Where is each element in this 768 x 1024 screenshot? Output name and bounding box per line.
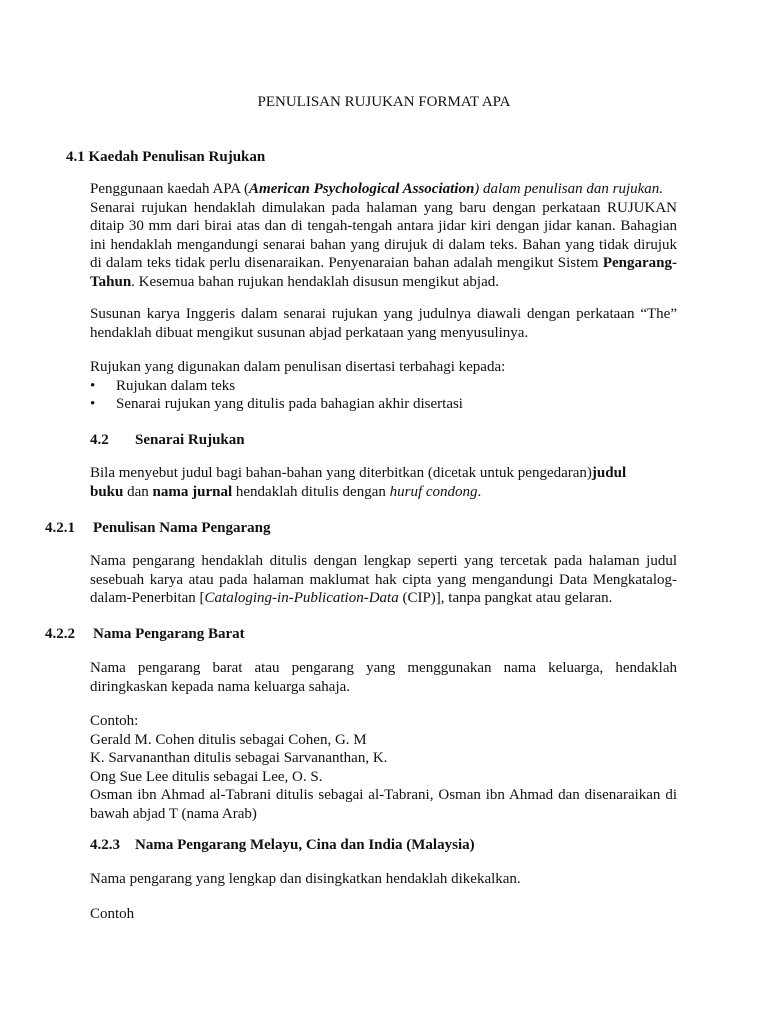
document-title: PENULISAN RUJUKAN FORMAT APA xyxy=(257,94,511,110)
list-item: • Rujukan dalam teks xyxy=(90,377,236,394)
heading-4-1: 4.1 Kaedah Penulisan Rujukan xyxy=(66,149,266,165)
list-item: • Senarai rujukan yang ditulis pada bahagian akhir disertasi xyxy=(90,396,463,412)
contoh-label: Contoh: xyxy=(90,713,139,729)
heading-number: 4.2 xyxy=(90,432,109,448)
heading-4-2-1 xyxy=(45,518,271,538)
example-line: Ong Sue Lee ditulis sebagai Lee, O. S. xyxy=(90,768,323,785)
paragraph-line: ditaip 30 mm dari birai atas dan di tengah-tengah antara jidar kiri dengan jidar kanan. Bahagian xyxy=(90,218,677,234)
paragraph-line: Nama pengarang yang lengkap dan disingkatkan hendaklah dikekalkan. xyxy=(90,871,521,887)
bullet-icon: • xyxy=(90,396,96,412)
paragraph-line: Nama pengarang hendaklah ditulis dengan lengkap seperti yang tercetak pada halaman judul xyxy=(90,553,677,569)
paragraph-4-2-1 xyxy=(90,552,677,608)
contoh-label: Contoh xyxy=(90,906,135,922)
paragraph-line: Bila menyebut judul bagi bahan-bahan yang diterbitkan (dicetak untuk pengedaran)judul xyxy=(90,465,627,481)
paragraph-4-2-3 xyxy=(90,870,677,889)
example-line: Osman ibn Ahmad al-Tabrani ditulis sebagai al-Tabrani, Osman ibn Ahmad dan disenaraikan di xyxy=(90,787,677,803)
example-line: K. Sarvananthan ditulis sebagai Sarvananthan, K. xyxy=(90,750,388,766)
paragraph-4-1-the-rule xyxy=(90,305,677,342)
heading-text: Nama Pengarang Barat xyxy=(93,626,245,642)
paragraph-line: Nama pengarang barat atau pengarang yang menggunakan nama keluarga, hendaklah xyxy=(90,660,677,676)
heading-text: Senarai Rujukan xyxy=(135,432,245,448)
example-line: bawah abjad T (nama Arab) xyxy=(90,805,257,822)
paragraph-line: Tahun. Kesemua bahan rujukan hendaklah disusun mengikut abjad. xyxy=(90,273,499,290)
paragraph-4-2-2 xyxy=(90,659,677,696)
list-intro: Rujukan yang digunakan dalam penulisan disertasi terbahagi kepada: xyxy=(90,359,506,375)
heading-number: 4.2.2 xyxy=(45,626,75,642)
paragraph-line: dalam-Penerbitan [Cataloging-in-Publication-Data (CIP)], tanpa pangkat atau gelaran. xyxy=(90,590,613,606)
paragraph-line: buku dan nama jurnal hendaklah ditulis dengan huruf condong. xyxy=(90,483,482,500)
paragraph-line: diringkaskan kepada nama keluarga sahaja. xyxy=(90,678,351,695)
paragraph-4-1-list xyxy=(90,358,677,414)
paragraph-4-2 xyxy=(90,464,677,501)
heading-4-2 xyxy=(90,430,245,450)
paragraph-line: hendaklah dibuat mengikut susunan abjad perkataan yang menyusulinya. xyxy=(90,324,529,341)
examples-4-2-2 xyxy=(90,712,677,823)
contoh-4-2-3 xyxy=(90,905,677,924)
example-line: Gerald M. Cohen ditulis sebagai Cohen, G. M xyxy=(90,731,367,748)
heading-4-2-3 xyxy=(90,835,475,855)
paragraph-line: di dalam teks tidak perlu disenaraikan. Penyenaraian bahan adalah mengikut Sistem Pengarang- xyxy=(90,255,677,271)
paragraph-4-1-intro xyxy=(90,180,677,291)
heading-number: 4.2.1 xyxy=(45,520,75,536)
paragraph-line: sesebuah karya atau pada halaman maklumat hak cipta yang mengandungi Data Mengkatalog- xyxy=(90,571,677,588)
heading-text: Penulisan Nama Pengarang xyxy=(93,520,271,536)
paragraph-line: Senarai rujukan hendaklah dimulakan pada halaman yang baru dengan perkataan RUJUKAN xyxy=(90,199,677,216)
heading-text: Nama Pengarang Melayu, Cina dan India (Malaysia) xyxy=(135,837,475,853)
paragraph-line: Penggunaan kaedah APA (American Psychological Association) dalam penulisan dan rujukan. xyxy=(90,181,664,197)
paragraph-line: ini hendaklah mengandungi senarai bahan yang dirujuk di dalam teks. Bahan yang tidak dirujuk xyxy=(90,236,677,253)
paragraph-line: Susunan karya Inggeris dalam senarai rujukan yang judulnya diawali dengan perkataan “The” xyxy=(90,306,677,322)
bullet-icon: • xyxy=(90,377,96,394)
heading-4-2-2 xyxy=(45,624,245,644)
heading-number: 4.2.3 xyxy=(90,837,120,853)
